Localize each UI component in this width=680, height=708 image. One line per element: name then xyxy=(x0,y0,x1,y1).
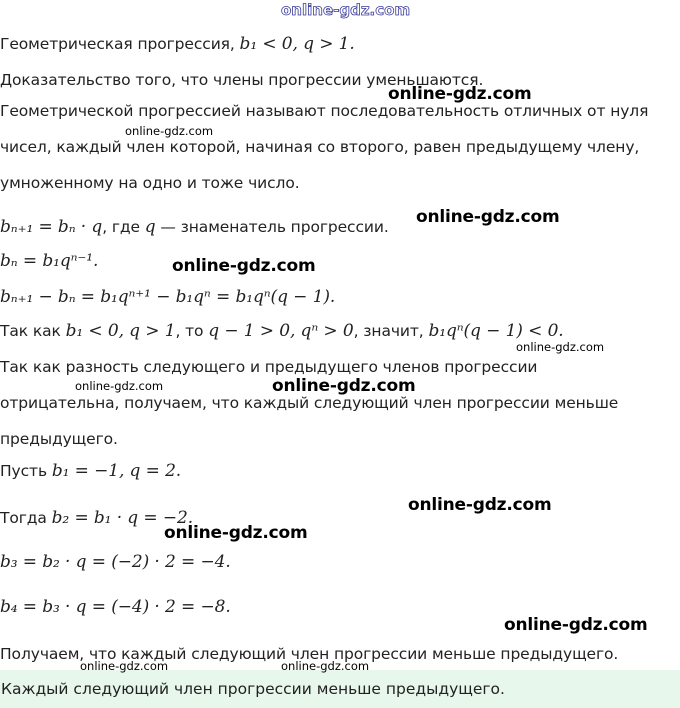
line-3: Геометрической прогрессией называют последовательность отличных от нуля xyxy=(0,102,649,120)
watermark: online-gdz.com xyxy=(416,207,560,227)
line-14: Тогда b₂ = b₁ · q = −2. xyxy=(0,508,193,528)
line-13: Пусть b₁ = −1, q = 2. xyxy=(0,461,182,481)
watermark: online-gdz.com xyxy=(408,495,552,515)
line-15: b₃ = b₂ · q = (−2) · 2 = −4. xyxy=(0,552,231,572)
watermark: online-gdz.com xyxy=(516,340,605,354)
line-1: Геометрическая прогрессия, b₁ < 0, q > 1. xyxy=(0,34,355,54)
conclusion-text: Каждый следующий член прогрессии меньше предыдущего. xyxy=(1,680,505,698)
line-7: bₙ = b₁qⁿ⁻¹. xyxy=(0,251,99,271)
line-17: Получаем, что каждый следующий член прогрессии меньше предыдущего. xyxy=(0,645,619,663)
line-6: bₙ₊₁ = bₙ · q, где q — знаменатель прогрессии. xyxy=(0,217,389,237)
watermark: online-gdz.com xyxy=(281,659,370,673)
line-8: bₙ₊₁ − bₙ = b₁qⁿ⁺¹ − b₁qⁿ = b₁qⁿ(q − 1). xyxy=(0,287,336,307)
watermark: online-gdz.com xyxy=(504,615,648,635)
line-11: отрицательна, получаем, что каждый следующий член прогрессии меньше xyxy=(0,394,619,412)
watermark: online-gdz.com xyxy=(272,376,416,396)
watermark: online-gdz.com xyxy=(80,659,169,673)
watermark-top: online-gdz.com xyxy=(281,1,411,19)
line-16: b₄ = b₃ · q = (−4) · 2 = −8. xyxy=(0,597,231,617)
line-12: предыдущего. xyxy=(0,430,118,448)
line-2: Доказательство того, что члены прогрессии уменьшаются. xyxy=(0,71,484,89)
watermark: online-gdz.com xyxy=(125,124,214,138)
watermark: online-gdz.com xyxy=(388,84,532,104)
watermark: online-gdz.com xyxy=(75,379,164,393)
watermark: online-gdz.com xyxy=(164,523,308,543)
watermark: online-gdz.com xyxy=(172,256,316,276)
line-4: чисел, каждый член которой, начиная со второго, равен предыдущему члену, xyxy=(0,138,640,156)
line-5: умноженному на одно и тоже число. xyxy=(0,174,300,192)
line-10: Так как разность следующего и предыдущего членов прогрессии xyxy=(0,358,538,376)
line-9: Так как b₁ < 0, q > 1, то q − 1 > 0, qⁿ > 0, значит, b₁qⁿ(q − 1) < 0. xyxy=(0,321,564,341)
conclusion-box xyxy=(0,670,680,708)
